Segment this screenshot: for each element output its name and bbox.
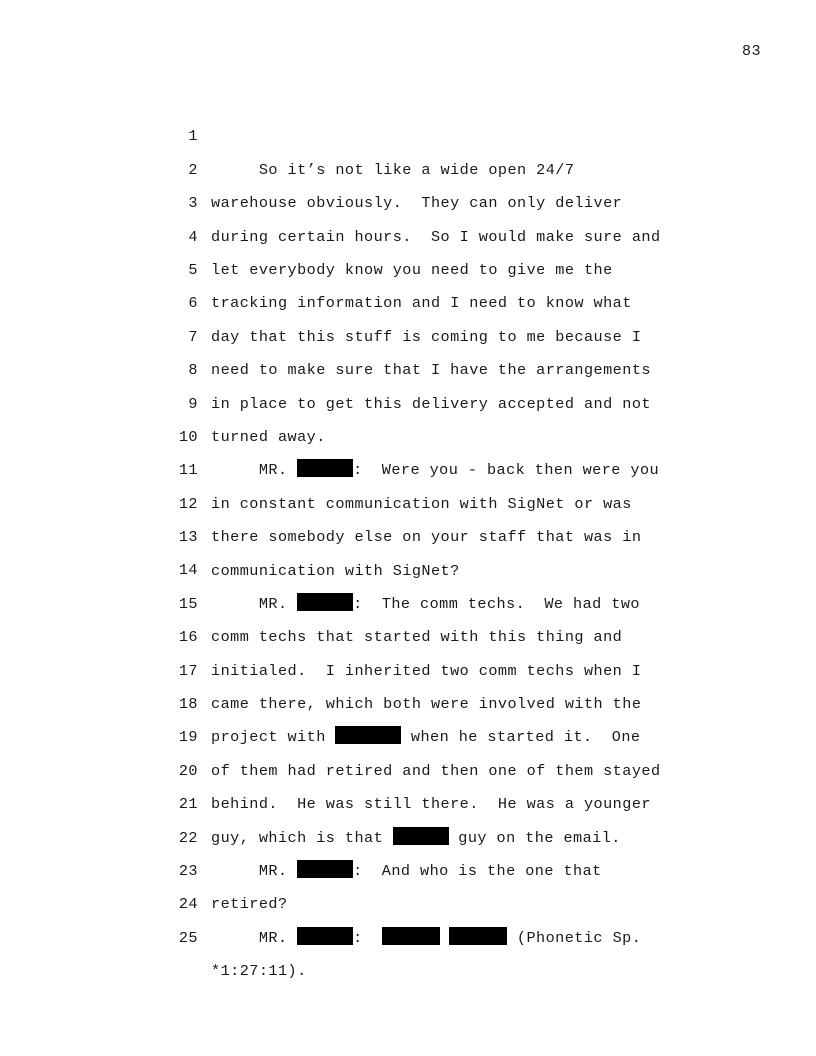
line-text: during certain hours. So I would make sure and xyxy=(211,227,661,246)
redaction-bar xyxy=(382,927,440,945)
line-number: 18 xyxy=(178,695,198,714)
line-number: 9 xyxy=(188,394,198,413)
line-number: 24 xyxy=(178,895,198,914)
redaction-bar xyxy=(449,927,507,945)
line-text: tracking information and I need to know what xyxy=(211,294,632,313)
line-text: initialed. I inherited two comm techs when I xyxy=(211,661,642,680)
line-text: warehouse obviously. They can only deliver xyxy=(211,194,623,213)
line-number: 17 xyxy=(178,661,198,680)
line-text: came there, which both were involved with the xyxy=(211,695,642,714)
line-text: MR. : (Phonetic Sp. xyxy=(211,928,642,947)
line-text: need to make sure that I have the arrangements xyxy=(211,361,651,380)
line-number: 14 xyxy=(178,561,198,580)
line-number: 6 xyxy=(188,294,198,313)
line-number: 15 xyxy=(178,594,198,613)
line-number: 21 xyxy=(178,795,198,814)
line-number: 3 xyxy=(188,194,198,213)
line-text: there somebody else on your staff that was in xyxy=(211,528,642,547)
redaction-bar xyxy=(297,927,353,945)
line-text: guy, which is that guy on the email. xyxy=(211,828,621,847)
line-number: 23 xyxy=(178,862,198,880)
line-text: comm techs that started with this thing and xyxy=(211,628,623,647)
line-number: 16 xyxy=(178,628,198,647)
line-number: 8 xyxy=(188,361,198,380)
line-text: retired? xyxy=(211,895,288,914)
line-number: 4 xyxy=(188,227,198,246)
line-number: 19 xyxy=(178,728,198,747)
line-number: 13 xyxy=(178,528,198,547)
line-number: 2 xyxy=(188,160,198,179)
line-number: 12 xyxy=(178,494,198,513)
line-text: MR. : The comm techs. We had two xyxy=(211,594,640,613)
line-number: 10 xyxy=(178,427,198,446)
line-text: in constant communication with SigNet or was xyxy=(211,494,632,513)
line-number: 22 xyxy=(178,828,198,847)
line-number: 25 xyxy=(178,928,198,947)
page-number: 83 xyxy=(742,43,762,60)
line-text: communication with SigNet? xyxy=(211,561,460,580)
transcript-body xyxy=(0,87,816,981)
line-text: in place to get this delivery accepted and not xyxy=(211,394,651,413)
line-number: 11 xyxy=(178,461,198,480)
line-number: 20 xyxy=(178,761,198,780)
line-text: MR. : And who is the one that xyxy=(211,862,602,881)
line-number: 1 xyxy=(188,127,198,146)
line-text: So it’s not like a wide open 24/7 xyxy=(211,160,575,179)
line-text: let everybody know you need to give me the xyxy=(211,260,613,279)
line-text: project with when he started it. One xyxy=(211,728,641,747)
line-text: behind. He was still there. He was a younger xyxy=(211,795,651,814)
line-number: 7 xyxy=(188,327,198,346)
line-text: of them had retired and then one of them stayed xyxy=(211,761,661,780)
line-text: turned away. xyxy=(211,427,326,446)
line-number: 5 xyxy=(188,260,198,279)
line-text: day that this stuff is coming to me because I xyxy=(211,327,642,346)
line-text: MR. : Were you - back then were you xyxy=(211,461,660,480)
transcript-line xyxy=(0,87,816,179)
line-text: *1:27:11). xyxy=(211,962,307,981)
